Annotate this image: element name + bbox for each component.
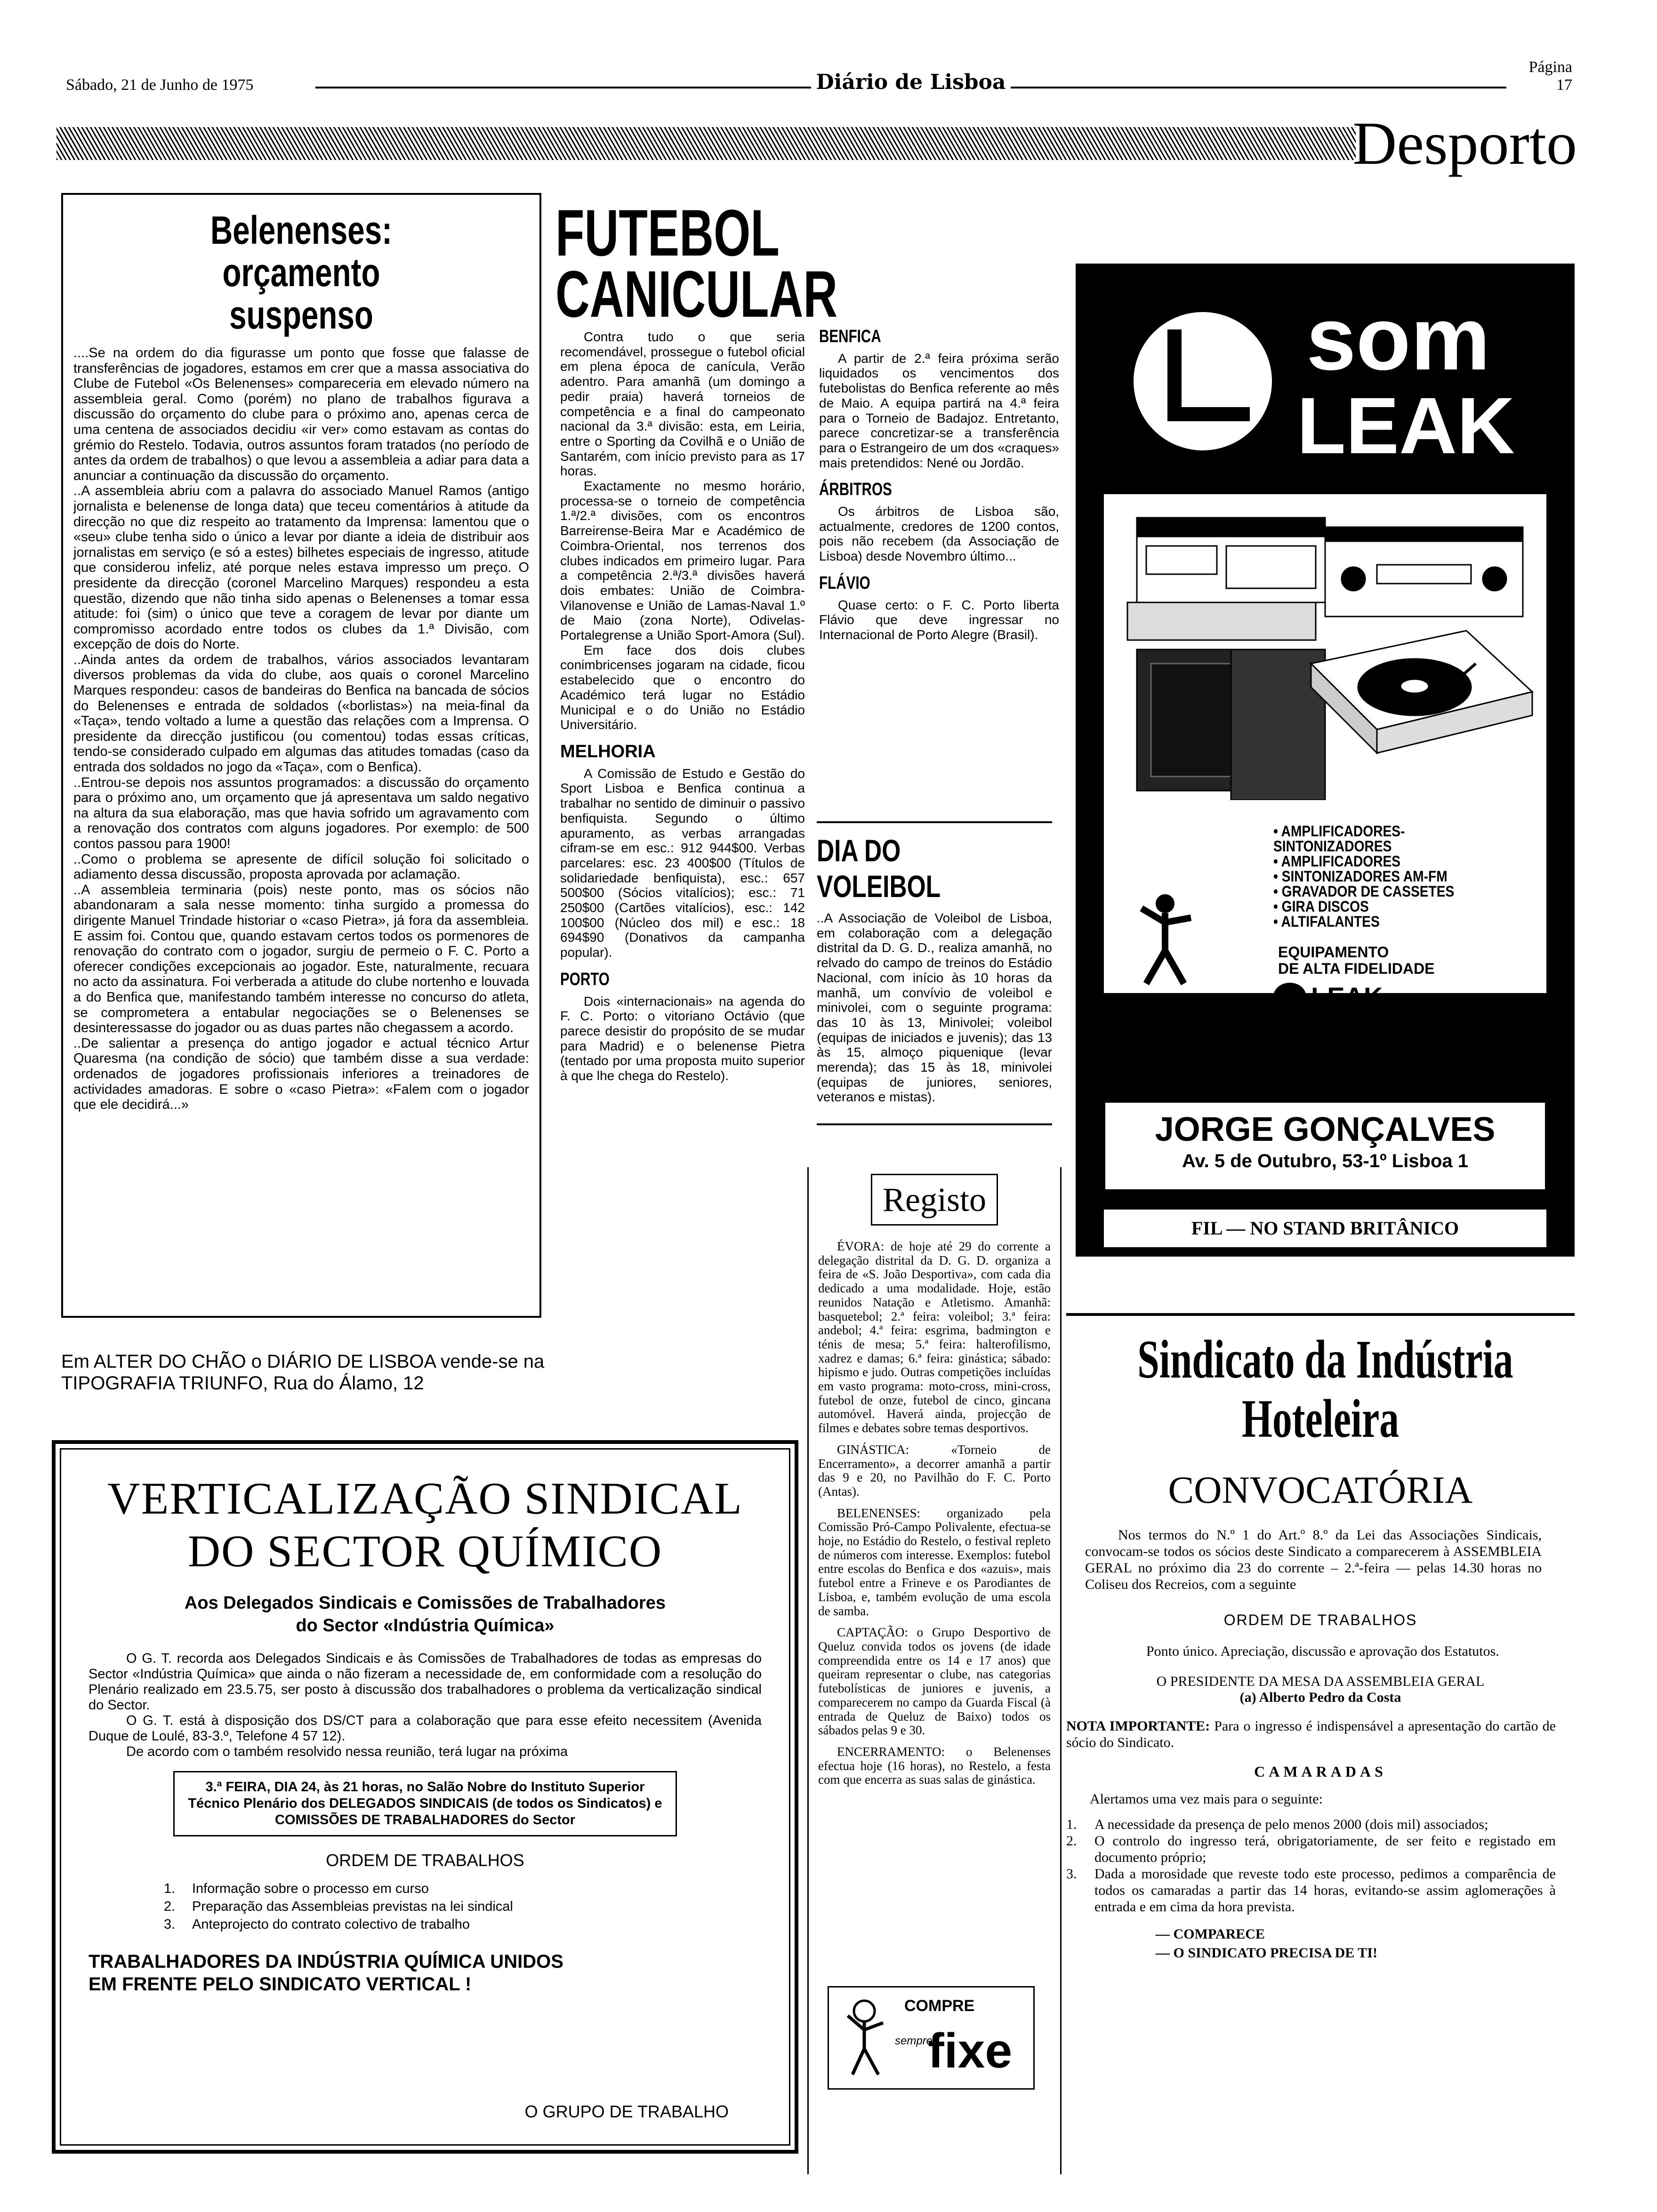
registo-title: Registo bbox=[882, 1181, 986, 1218]
list-item bbox=[1066, 1816, 1556, 1833]
divider bbox=[817, 1123, 1052, 1125]
closing-line1: — COMPARECE bbox=[1156, 1926, 1265, 1942]
header-rule bbox=[1011, 87, 1506, 88]
page-number: Página 17 bbox=[1528, 58, 1573, 94]
feature-item: • GRAVADOR DE CASSETES bbox=[1273, 883, 1455, 900]
brand-leak: LEAK bbox=[1297, 381, 1515, 471]
hoteleira-title-line2: Hoteleira bbox=[1242, 1389, 1399, 1449]
registo-body bbox=[809, 1226, 1060, 1787]
paragraph: ..Como o problema se apresente de difícil solução foi solicitado o adiamento dessa discussão, proposta aprovada por aclamação. bbox=[73, 851, 529, 882]
notice-subtitle-1: Aos Delegados Sindicais e Comissões de Trabalhadores bbox=[184, 1593, 666, 1613]
stand-notice: FIL — NO STAND BRITÂNICO bbox=[1191, 1218, 1459, 1239]
paragraph: ..A assembleia terminaria (pois) neste ponto, mas os sócios não abandonaram a sala nesse momento: tinha surgido a promessa do dirigente Manuel Trindade historiar o «caso Pietra», já fora da assembleia. E assim foi. Contou que, quando estavam certos todos os pormenores de renovação do contrato com o jogador, surgiu de permeio o F. C. Porto a oferecer condições excepcionais ao jogador. Este, naturalmente, recuara no acto da assinatura. Foi verberada a atitude do clube nortenho e louvada a do Benfica que, manifestando também interesse no concurso do atleta, se comprometera a entabular negociações se o Belenenses se desinteressasse do jogador ou as duas partes não chegassem a acordo. bbox=[73, 882, 529, 1036]
alerta-line: Alertamos uma vez mais para o seguinte: bbox=[1090, 1791, 1323, 1807]
nota-text: Para o ingresso é indispensável a apresentação do cartão de sócio do Sindicato. bbox=[1066, 1718, 1556, 1750]
ordem-item bbox=[164, 1898, 762, 1915]
item-text: A necessidade da presença de pelo menos 2000 (dois mil) associados; bbox=[1094, 1816, 1488, 1832]
section-hatch-bar bbox=[56, 127, 1356, 160]
equipamento-line1: EQUIPAMENTO bbox=[1278, 944, 1389, 961]
registo-item: ENCERRAMENTO: o Belenenses efectua hoje (16 horas), no Restelo, a festa com que encerra as suas salas de ginástica. bbox=[818, 1744, 1051, 1787]
article-body: ..A Associação de Voleibol de Lisboa, em colaboração com a delegação distrital da D. G. D., realiza amanhã, no relvado do campo de treinos do Estádio Nacional, com início às 10 horas da manhã, um convívio de voleibol e minivolei, com o seguinte programa: das 10 às 13, Minivolei; voleibol (equipas de iniciados e juvenis); das 13 às 15, almoço piquenique (levar merenda); das 15 às 18, minivolei (equipas de juniores, seniores, veteranos e mistas). bbox=[817, 911, 1052, 1105]
belenenses-article bbox=[61, 193, 541, 1318]
paragraph: O G. T. está à disposição dos DS/CT para a colaboração que para esse efeito necessitem (Avenida Duque de Loulé, 83-3.º, Telefone 4 57 12). bbox=[88, 1713, 762, 1744]
leak-logo-text: LEAK bbox=[1311, 982, 1383, 1011]
item-text: Informação sobre o processo em curso bbox=[192, 1881, 429, 1896]
dealer-name: JORGE GONÇALVES bbox=[1155, 1111, 1496, 1148]
um-produto: UM PRODUTO bbox=[1278, 1017, 1362, 1031]
feature-item: • AMPLIFICADORES-SINTONIZADORES bbox=[1273, 823, 1405, 855]
item-number: 1. bbox=[164, 1881, 176, 1896]
quimico-notice bbox=[52, 1440, 798, 2154]
list-item bbox=[1066, 1866, 1556, 1915]
notice-title-line2: DO SECTOR QUÍMICO bbox=[187, 1526, 663, 1576]
compre-word: COMPRE bbox=[904, 1997, 975, 2015]
subhead-arbitros: ÁRBITROS bbox=[819, 480, 892, 500]
dealer-address: Av. 5 de Outubro, 53-1º Lisboa 1 bbox=[1182, 1151, 1469, 1171]
item-text: Dada a morosidade que reveste todo este processo, pedimos a comparência de todos os camaradas a partir das 14 horas, evitando-se assim aglomerações à entrada e em cima da hora prevista. bbox=[1094, 1866, 1556, 1915]
item-number: 2. bbox=[164, 1899, 176, 1914]
paragraph: ..De salientar a presença do antigo jogador e actual técnico Artur Quaresma (na condição de sócio) que também disse a sua verdade: ordenados de jogadores profissionais inferiores a treinadores de actividades amadoras. E sobre o «caso Pietra»: «Falem com o jogador que ele decidirá...» bbox=[73, 1035, 529, 1113]
meeting-text: 3.ª FEIRA, DIA 24, às 21 horas, no Salão Nobre do Instituto Superior Técnico Plenário dos DELEGADOS SINDICAIS (de todos os Sindicatos) e COMISSÕES DE TRABALHADORES do Sector bbox=[188, 1779, 662, 1827]
paragraph: Em face dos dois clubes conimbricenses jogaram na cidade, ficou estabelecido que o encontro do Académico terá lugar no Estádio Municipal e o do União no Estádio Universitário. bbox=[560, 642, 805, 732]
futebol-column-2 bbox=[819, 329, 1059, 642]
section-title: Desporto bbox=[1352, 110, 1577, 177]
ordem-list bbox=[164, 1880, 762, 1933]
feature-item: • ALTIFALANTES bbox=[1273, 913, 1380, 930]
hifi-equipment-illustration bbox=[1109, 508, 1542, 800]
notice-title-line1: VERTICALIZAÇÃO SINDICAL bbox=[107, 1473, 743, 1523]
item-text: Anteprojecto do contrato colectivo de trabalho bbox=[192, 1917, 470, 1932]
presidente-line: O PRESIDENTE DA MESA DA ASSEMBLEIA GERAL bbox=[1156, 1674, 1485, 1689]
paragraph: O G. T. recorda aos Delegados Sindicais e às Comissões de Trabalhadores de todas as empresas do Sector «Indústria Química» que ainda o não fizeram a necessidade de, em conformidade com a resolução do Plenário realizado em 23.5.75, ser posto à discussão dos trabalhadores o problema da verticalização sindical do Sector. bbox=[88, 1651, 762, 1713]
nota-importante bbox=[1066, 1718, 1556, 1751]
item-text: O controlo do ingresso terá, obrigatoriamente, de ser feito e registado em documento próprio; bbox=[1094, 1833, 1556, 1865]
sempre-word: sempre bbox=[895, 2035, 933, 2047]
ordem-trabalhos-title: ORDEM DE TRABALHOS bbox=[326, 1851, 524, 1870]
paragraph: Exactamente no mesmo horário, processa-se o torneio de competência 1.ª/2.ª divisões, com os encontros Barreirense-Beira Mar e Académico de Coimbra-Oriental, nos terrenos dos clubes indicados em primeiro lugar. Para a competência 2.ª/3.ª divisões haverá dois embates: União de Coimbra-Vilanovense e União de Lamas-Naval 1.º de Maio (zona Norte), Odivelas-Portalegrense a União Sport-Amora (Sul). bbox=[560, 479, 805, 643]
registo-title-box bbox=[871, 1174, 998, 1226]
registo-item: CAPTAÇÃO: o Grupo Desportivo de Queluz convida todos os jovens (de idade compreendida entre os 14 e 17 anos) que queiram representar o clube, nas categorias futebolísticas de juniores e juvenis, a comparecerem no campo da Guarda Fiscal (à entrada de Queluz de Baixo) todos os sábados pelas 9 e 30. bbox=[818, 1625, 1051, 1738]
paragraph: A Comissão de Estudo e Gestão do Sport Lisboa e Benfica continua a trabalhar no sentido de diminuir o passivo benfiquista. Segundo o último apuramento, as verbas arrangadas cifram-se em esc.: 912 944$00. Verbas parcelares: esc. 23 400$00 (Títulos de solidariedade benfiquista), esc.: 657 500$00 (Sócios vitalícios); esc.: 71 250$00 (Cartões vitalícios), esc.: 142 100$00 (Núcleo dos mil) e esc.: 18 694$90 (Donativos da campanha popular). bbox=[560, 766, 805, 960]
notice-body bbox=[88, 1651, 762, 1760]
subhead-porto: PORTO bbox=[560, 969, 610, 989]
signature: O GRUPO DE TRABALHO bbox=[524, 2102, 729, 2121]
paragraph: ..Entrou-se depois nos assuntos programados: a discussão do orçamento para o próximo ano, um orçamento que já apresentava um saldo negativo na altura da sua elaboração, mas que havia sofrido um agravamento com a renovação dos contratos com alguns jogadores. Por exemplo: de 500 contos passou para 1900! bbox=[73, 775, 529, 851]
divider bbox=[817, 821, 1052, 823]
camaradas-title: CAMARADAS bbox=[1254, 1763, 1387, 1780]
slogan-line1: TRABALHADORES DA INDÚSTRIA QUÍMICA UNIDOS bbox=[88, 1951, 563, 1972]
paragraph: ....Se na ordem do dia figurasse um ponto que fosse que falasse de transferências de jogadores, estamos em crer que a massa associativa do Clube de Futebol «Os Belenenses» compareceria em elevado número na assembleia geral. Como (porém) no plano de trabalhos figurava a discussão do orçamento do clube para o próximo ano, apenas cerca de uma centena de associados decidiu «ir ver» como estavam as contas do grémio do Restelo. Todavia, outros assuntos foram tratados (no período de antes da ordem de trabalhos) o que levou a assembleia a adiar para data a anunciar a continuação da discussão do orçamento. bbox=[73, 345, 529, 483]
closing-line2: — O SINDICATO PRECISA DE TI! bbox=[1156, 1945, 1377, 1961]
item-number: 3. bbox=[164, 1917, 176, 1932]
dealer-box bbox=[1104, 1101, 1546, 1191]
paragraph: Dois «internacionais» na agenda do F. C. Porto: o vitoriano Octávio (que parece desistir do propósito de se mudar para Madrid) e o belenense Pietra (tentado por uma proposta muito superior à que lhe chega do Restelo). bbox=[560, 994, 805, 1083]
feature-item: • AMPLIFICADORES bbox=[1273, 853, 1401, 870]
leak-oval-icon bbox=[1273, 983, 1306, 1011]
paragraph: A partir de 2.ª feira próxima serão liquidados os vencimentos dos futebolistas do Benfica referente ao mês de Maio. A equipa partirá na 4.ª feira para o Torneio de Badajoz. Entretanto, parece concretizar-se a transferência para o Estrangeiro de um dos «craques» mais pretendidos: Nené ou Jordão. bbox=[819, 351, 1059, 470]
subhead-flavio: FLÁVIO bbox=[819, 573, 870, 593]
hoteleira-title-line1: Sindicato da Indústria bbox=[1137, 1330, 1513, 1390]
presidente-signature: (a) Alberto Pedro da Costa bbox=[1239, 1690, 1401, 1705]
item-number: 2. bbox=[1066, 1833, 1077, 1849]
issue-date: Sábado, 21 de Junho de 1975 bbox=[66, 76, 254, 94]
masthead: Diário de Lisboa bbox=[816, 70, 1006, 94]
feature-list bbox=[1273, 824, 1513, 929]
paragraph: ..A assembleia abriu com a palavra do associado Manuel Ramos (antigo jornalista e belenense de longa data) que teceu comentários à atitude da direcção no que diz respeito ao tratamento da Imprensa: lamentou que o «seu» clube tenha sido o único a levar por diante a ideia de distribuir aos jornalistas em serviço (e só a estes) bilhetes especiais de ingresso, atitude que considerou infeliz, até porque neles estava impresso um preço. O presidente da direcção (coronel Marcelino Marques) respondeu a esta questão, dizendo que não tinha sido apenas o Belenenses a tomar essa atitude: foi (sim) o único que teve a coragem de levar por diante um compromisso acordado entre todos os clubes da 1.ª Divisão, com excepção de dois do Norte. bbox=[73, 483, 529, 652]
rank-radio: RANK RADIO INTERNATIONAL LIMITED bbox=[1123, 1045, 1426, 1064]
alter-notice: Em ALTER DO CHÃO o DIÁRIO DE LISBOA vende-se na TIPOGRAFIA TRIUNFO, Rua do Álamo, 12 bbox=[61, 1351, 545, 1394]
brand-som: som bbox=[1306, 289, 1490, 389]
leak-oval-logo bbox=[1273, 981, 1383, 1012]
item-text: Preparação das Assembleias previstas na lei sindical bbox=[192, 1899, 513, 1914]
ordem-item bbox=[164, 1915, 762, 1933]
feature-item: • GIRA DISCOS bbox=[1273, 898, 1369, 915]
ordem-item bbox=[164, 1880, 762, 1898]
header-rule bbox=[315, 87, 811, 88]
paragraph: De acordo com o também resolvido nessa reunião, terá lugar na próxima bbox=[126, 1744, 568, 1759]
convocatoria-title: CONVOCATÓRIA bbox=[1168, 1468, 1473, 1511]
voleibol-article bbox=[817, 821, 1052, 1125]
nota-label: NOTA IMPORTANTE: bbox=[1066, 1718, 1210, 1734]
feature-item: • SINTONIZADORES AM-FM bbox=[1273, 868, 1448, 885]
item-number: 3. bbox=[1066, 1866, 1077, 1882]
ponto-unico: Ponto único. Apreciação, discussão e aprovação dos Estatutos. bbox=[1146, 1643, 1499, 1659]
meeting-box bbox=[173, 1771, 677, 1836]
page-header bbox=[66, 58, 1573, 94]
stand-notice-box bbox=[1104, 1210, 1546, 1247]
mascot-figure-icon bbox=[838, 1997, 890, 2082]
dancer-figure-icon bbox=[1127, 890, 1203, 993]
registo-item: GINÁSTICA: «Torneio de Encerramento», a decorrer amanhã a partir das 9 e 20, no Pavilhão do F. C. Porto (Antas). bbox=[818, 1442, 1051, 1499]
divider bbox=[1066, 1313, 1575, 1316]
article-body bbox=[73, 345, 529, 1113]
leak-triangle-logo-icon bbox=[1132, 311, 1273, 452]
article-title-line2: CANICULAR bbox=[555, 257, 838, 331]
list-item bbox=[1066, 1833, 1556, 1866]
fixe-word: fixe bbox=[928, 2024, 1013, 2078]
paragraph: Contra tudo o que seria recomendável, prossegue o futebol oficial em plena época de canícula, Verão adentro. Para amanhã (um domingo a pedir praia) haverá torneios de competência e a final do campeonato nacional da 3.ª divisão: esta, em Leiria, entre o Sporting da Covilhã e o União de Santarém, com início previsto para as 17 horas. bbox=[560, 329, 805, 479]
subhead-benfica: BENFICA bbox=[819, 327, 881, 346]
article-title: DIA DO VOLEIBOL bbox=[817, 833, 941, 904]
item-number: 1. bbox=[1066, 1816, 1077, 1832]
convocatoria-body: Nos termos do N.º 1 do Art.º 8.º da Lei das Associações Sindicais, convocam-se todos os sócios deste Sindicato a comparecerem à ASSEMBLEIA GERAL no próximo dia 23 do corrente – 2.ª-feira — pelas 14.30 horas no Coliseu dos Recreios, com a seguinte bbox=[1085, 1527, 1542, 1592]
article-title-line1: Belenenses: bbox=[210, 208, 393, 252]
paragraph: Quase certo: o F. C. Porto liberta Flávio que deve ingressar no Internacional de Porto Alegre (Brasil). bbox=[819, 597, 1059, 642]
subhead-melhoria: MELHORIA bbox=[560, 741, 656, 761]
ordem-trabalhos-title: ORDEM DE TRABALHOS bbox=[1223, 1611, 1417, 1628]
article-title-line2: orçamento suspenso bbox=[222, 250, 380, 337]
equipamento-line2: DE ALTA FIDELIDADE bbox=[1278, 960, 1435, 977]
leak-advertisement bbox=[1076, 264, 1575, 1257]
registo-item: ÉVORA: de hoje até 29 do corrente a delegação distrital da D. G. D. organiza a feira de «S. João Desportiva», com cada dia dedicado a uma modalidade. Hoje, estão reunidos Natação e Atletismo. Amanhã: basquetebol; 2.ª feira: voleibol; 3.ª feira: andebol; 4.ª feira: esgrima, badmington e ténis de mesa; 5.ª feira: halterofilismo, xadrez e damas; 6.ª feira: ginástica; sábado: hipismo e judo. Outras competições incluídas em vasto programa: moto-cross, mini-cross, futebol de onze, futebol de cinco, gincana automóvel. Haverá ainda, projecção de filmes e debates sobre temas desportivos. bbox=[818, 1239, 1051, 1435]
registo-item: BELENENSES: organizado pela Comissão Pró-Campo Polivalente, efectua-se hoje, no Estádio do Restelo, o festival repleto de números com interesse. Exemplos: futebol entre escolas do Benfica e dos «azuis», mais futebol entre a Frineve e os Parodiantes de Lisboa, e, também evolução de uma escola de samba. bbox=[818, 1506, 1051, 1618]
slogan-line2: EM FRENTE PELO SINDICATO VERTICAL ! bbox=[88, 1974, 472, 1995]
paragraph: Os árbitros de Lisboa são, actualmente, credores de 1200 contos, pois não recebem (da Associação de Lisboa) desde Novembro último... bbox=[819, 504, 1059, 564]
article-title-line1: FUTEBOL bbox=[555, 196, 780, 270]
notice-subtitle-2: do Sector «Indústria Química» bbox=[296, 1616, 555, 1635]
futebol-column-1 bbox=[560, 329, 805, 1083]
registo-column bbox=[807, 1167, 1062, 2174]
compre-fixe-ad bbox=[828, 1986, 1035, 2090]
hoteleira-notice bbox=[1066, 1313, 1575, 2193]
camaradas-list bbox=[1066, 1816, 1556, 1915]
paragraph: ..Ainda antes da ordem de trabalhos, vários associados levantaram diversos problemas da vida do clube, aos quais o coronel Marcelino Marques respondeu: casos de bandeiras do Benfica na bancada de sócios do Belenenses e entrada de soldados («borlistas») na meia-final da «Taça», tendo voltado a lume a questão das relações com a Imprensa. O presidente da direcção justificou (ou comentou) todas essas críticas, tendo-se considerado culpado em algumas das atitudes tomadas (caso da entrada dos soldados no jogo da «Taça», com o Benfica). bbox=[73, 652, 529, 775]
